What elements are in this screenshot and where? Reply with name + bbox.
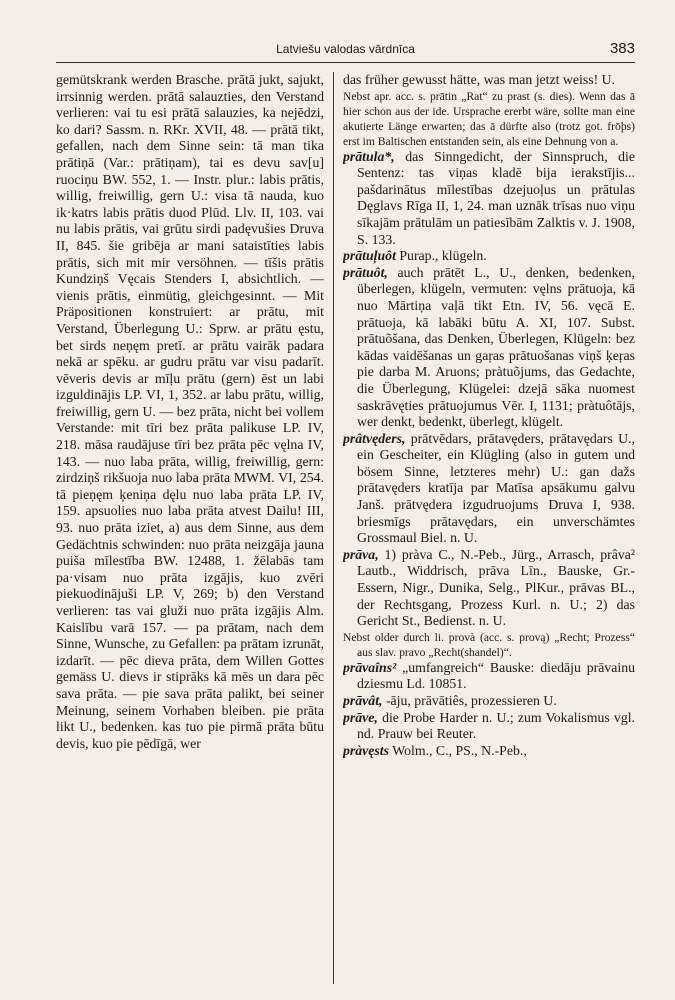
headword: prātula*,: [343, 148, 395, 164]
entry-body: „umfangreich“ Bauske: diedāju prāvainu dziesmu Ld. 10851.: [357, 659, 635, 692]
entry-body: auch prātēt L., U., denken, bedenken, überlegen, klügeln, vermuten: vęlns prātuoja, kā nuo Mārtiņa vaļā tikt Etn. IV, 56. vęcā E. prātuoja, kā labāki būtu A. XI, 107. Subst. prātuõšana, das Denken, Überlegen, Klügeln: bez kādas vaidēšanas un gaŗas prātuošanas viņš ķeŗas pie darba M. Aruons; pràtuõjums, das Gedachte, die Überlegung, Klügelei: dzejā sāka nuomest saskrāvęties prātuojumus Vēr. I, 1131; pràtuôtājs, wer denkt, bedenkt, überlegt, klügelt.: [357, 264, 635, 430]
entry-pravests: [343, 743, 635, 760]
headword: prātuļuôt: [343, 248, 396, 264]
entry-prava: [343, 547, 635, 660]
entry-pratula: [343, 149, 635, 249]
entry-pravains: [343, 660, 635, 693]
headword: prātuôt,: [343, 264, 388, 280]
entry-body: -āju, prāvātiês, prozessieren U.: [385, 693, 557, 708]
entry-pravat: [343, 693, 635, 710]
headword: prāvaîns²: [343, 659, 397, 675]
page-number: 383: [609, 40, 635, 57]
headword: pràvęsts: [343, 742, 389, 758]
left-column-text: gemütskrank werden Brasche. prātā jukt, sajukt, irrsinnig werden. prātā salauzties, den Verstand verlieren: vai tu esi prātā salauzies, ka nejēdzi, ko dari? Sassm. n. RKr. XVII, 48. — prātā tikt, gefallen, nach dem Sinne sein: tā man tika prātiņā (Var.: prātiņam), tai es devu sav[u] ruociņu BW. 552, 1. — Instr. plur.: labis prātis, willig, freiwillig, gern U.: visa tā nauda, kuo ik·katrs labis prātis duod Plūd. Llv. II, 103. vai nu labis prātis, vai grūtu sirdi padęvušies Druva II, 845. šie gribēja ar mani sataistīties labis prātis, sich mit mir versöhnen. — tīšis prātis Kundziņš Vęcais Stenders I, absichtlich. — vienis prātis, einmütig, gleichgesinnt. — Mit Präpositionen konstruiert: ar prātu, mit Verstand, Überlegung U.: Sprw. ar prātu ęstu, bet sirds neņęm pretī. ar prātu vairāk padara nekā ar spēku. ar gudru prātu var visu padarīt. vēveris devis ar mīļu prātu (gern) ēst un labi izguldinājis LP. VI, 1, 352. ar labu prātu, willig, freiwillig, gern U. — bez prāta, nicht bei vollem Verstande: mit tīri bez prāta palikuse LP. IV, 218. māsa raudājuse tīri bez prāta pēc vęlna IV, 143. — nuo laba prāta, willig, freiwillig, gern: zirdziņš rikšuoja nuo laba prāta MWM. VI, 254. tā pieņęm ķeniņa dęlu nuo laba prāta LP. IV, 159. apsuolies nuo laba prāta atvest Dailu! III, 93. nuo prāta iziet, a) aus dem Sinne, aus dem Gedächtnis schwinden: nuo prāta neizgāja jauna puiša mīlestība BW. 12488, 1. žēlabās tam pa·visam nuo prāta izgājis, kuo zvēri piekuodinājuši LP. V, 269; b) den Verstand verlieren: tas vai gluži nuo prāta izgājis Alm. Kaislību varā 157. — pa prātam, nach dem Sinne, Wunsche, zu Gefallen: pa prātam izrunāt, izdarīt. — pēc dieva prāta, dem Willen Gottes gemäss U. dievs ir stiprāks kā mēs un dara pēc sava prāta. — pie sava prāta palikt, bei seiner Meinung, seinem Vorhaben bleiben. pie prāta likt U., bedenken. kas tuo pie pirmā prāta būtu devis, kuo pie pēdīgā, wer: [56, 72, 324, 751]
running-title: Latviešu valodas vārdnīca: [276, 42, 415, 56]
column-divider: [333, 72, 334, 984]
etymology-note: Nebst older durch li. provà (acc. s. provą) „Recht; Prozess“ aus slav. pravo „Recht(shandel)“.: [343, 630, 635, 659]
headword: prāve,: [343, 709, 378, 725]
headword: prāva,: [343, 546, 379, 562]
continued-entry-body: das früher gewusst hätte, was man jetzt weiss! U.: [343, 72, 616, 87]
continued-entry-text: [343, 72, 635, 149]
entry-body: das Sinngedicht, der Sinnspruch, die Sentenz: tas viņas kladē bija ierakstījis... pašdarinātus mīlestības dzejuoļus un prātulas Dęglavs Rīga II, 1, 24. man uznāk trīsas nuo viņu sīkajām prātulām un patiesībām Zalktis v. J. 1908, S. 133.: [357, 148, 635, 247]
entry-pratveders: [343, 431, 635, 547]
right-column: [343, 72, 635, 984]
entry-body: 1) pràva C., N.-Peb., Jürg., Arrasch, prâva² Lautb., Widdrisch, prāva Līn., Bauske, Gr.-Essern, Nigr., Dunika, Selg., PlKur., prāvas BL., der Rechtsgang, Prozess Kurl. n. U.; 2) das Gericht St., Bedienst. n. U.: [357, 546, 635, 629]
entry-body: Purap., klügeln.: [399, 248, 487, 264]
left-column: [56, 72, 324, 984]
etymology-note: Nebst apr. acc. s. prātin „Rat“ zu prast (s. dies). Wenn das ā hier schon aus der ide. Ursprache ererbt wäre, sollte man eine akutierte Länge erwarten; das ā dürfte also (trotz got. frōþs) erst im Baltischen entstanden sein, als eine Dehnung von a.: [343, 89, 635, 148]
headword: prâtvęders,: [343, 430, 406, 446]
entry-body: die Probe Harder n. U.; zum Vokalismus vgl. nd. Prauw bei Reuter.: [357, 709, 635, 742]
entry-pratuot: [343, 265, 635, 431]
headword: prāvât,: [343, 693, 383, 708]
entry-pratuluot: [343, 248, 635, 265]
page-header: [56, 40, 635, 63]
entry-prave: [343, 710, 635, 743]
entry-body: Wolm., C., PS., N.-Peb.,: [392, 742, 527, 758]
entry-body: prātvēdars, prātavęders, prātavędars U., ein Gescheiter, ein Klügling (also in gutem und bösem Sinne, letzteres mehr) U.: gan dažs prātavęders kratīja par Matīsa apsākumu galvu Janš. prātvędera izgudruojums Druva I, 938. briesmīgs prātavędars, ein unverschämtes Grossmaul Biel. n. U.: [357, 430, 635, 546]
